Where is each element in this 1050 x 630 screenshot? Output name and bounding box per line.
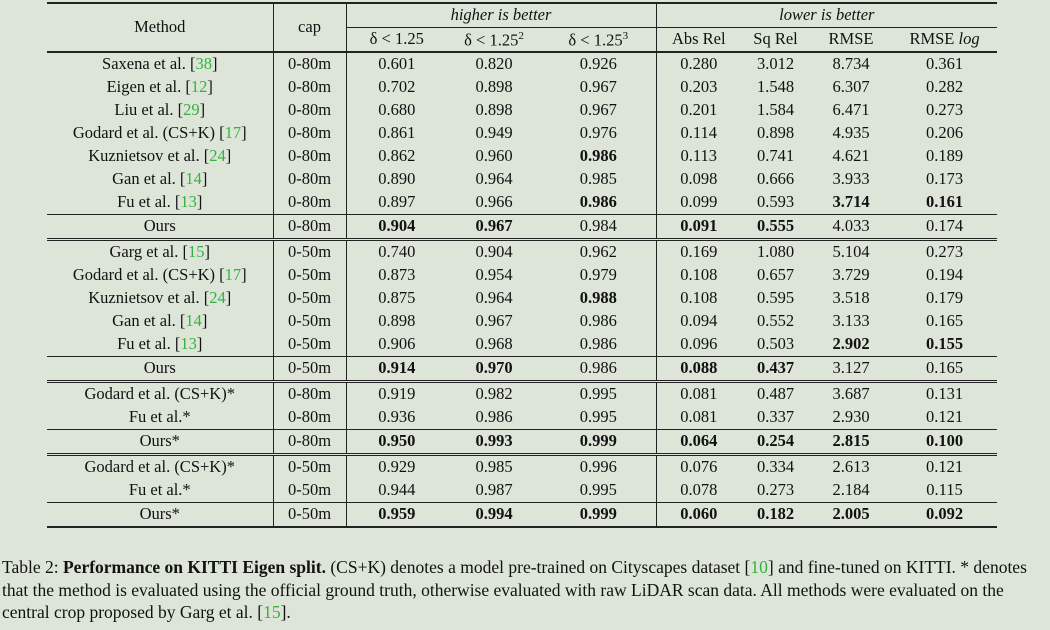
value-cell: 3.133	[832, 311, 870, 331]
citation-link[interactable]: 13	[180, 192, 197, 212]
value-cell: 0.919	[346, 382, 447, 407]
value-cell: 0.666	[756, 169, 795, 189]
value-cell: 0.334	[741, 455, 810, 480]
value-cell: 6.471	[832, 100, 870, 120]
method-cell: Ours	[47, 215, 273, 240]
value-cell: 3.714	[832, 192, 870, 212]
value-cell: 0.206	[925, 123, 964, 143]
value-cell: 2.815	[810, 430, 892, 455]
value-cell: 0.503	[756, 334, 795, 354]
value-cell: 0.115	[926, 480, 963, 500]
method-cell: Ours*	[47, 503, 273, 528]
col-header-abs-rel: Abs Rel	[656, 28, 741, 53]
value-cell: 0.098	[656, 168, 741, 191]
cap-cell: 0-50m	[273, 503, 346, 528]
value-cell: 0.906	[346, 333, 447, 357]
value-cell: 0.994	[447, 503, 541, 528]
table-row	[47, 479, 997, 503]
method-cell: Fu et al. [13]	[117, 192, 203, 212]
value-cell: 0.985	[579, 169, 617, 189]
value-cell: 0.165	[925, 311, 964, 331]
value-cell: 0.999	[541, 430, 656, 455]
table-row	[47, 264, 997, 287]
cap-cell: 0-50m	[273, 479, 346, 503]
value-cell: 0.898	[756, 123, 795, 143]
value-cell: 0.926	[579, 54, 617, 74]
value-cell: 0.114	[656, 122, 741, 145]
citation-link[interactable]: 14	[185, 169, 202, 189]
method-cell: Ours	[47, 357, 273, 382]
value-cell: 0.092	[892, 503, 997, 528]
value-cell: 0.203	[656, 76, 741, 99]
table-caption: Table 2: Performance on KITTI Eigen split. (CS+K) denotes a model pre-trained on Cityscapes dataset [10] and fine-tuned on KITTI. * denotes that the method is evaluated using the official ground truth, otherwise evaluated with raw LiDAR scan data. All methods were evaluated on the central crop proposed by Garg et al. [15].	[2, 557, 1027, 622]
value-cell: 3.012	[756, 54, 795, 74]
value-cell: 0.985	[447, 455, 541, 480]
method-cell: Gan et al. [14]	[112, 311, 208, 331]
value-cell: 0.999	[541, 503, 656, 528]
value-cell: 0.121	[892, 455, 997, 480]
method-cell: Gan et al. [14]	[112, 169, 208, 189]
value-cell: 0.165	[892, 357, 997, 382]
citation-link[interactable]: 14	[185, 311, 202, 331]
value-cell: 0.898	[346, 310, 447, 333]
value-cell: 2.902	[832, 334, 870, 354]
method-cell: Godard et al. (CS+K)*	[47, 382, 273, 407]
citation-link[interactable]: 13	[180, 334, 197, 354]
caption-label: Table 2:	[2, 557, 63, 577]
table-row	[47, 382, 997, 407]
citation-link[interactable]: 12	[190, 77, 208, 97]
value-cell: 0.273	[892, 240, 997, 265]
method-cell: Ours*	[47, 430, 273, 455]
citation-link[interactable]: 29	[183, 100, 200, 120]
table-row	[47, 191, 997, 215]
value-cell: 0.113	[656, 145, 741, 168]
value-cell: 0.890	[346, 168, 447, 191]
table-row	[47, 52, 997, 76]
value-cell: 0.194	[925, 265, 964, 285]
method-cell: Godard et al. (CS+K) [17]	[72, 123, 247, 143]
value-cell: 0.094	[656, 310, 741, 333]
value-cell: 0.904	[447, 240, 541, 265]
cap-cell: 0-80m	[273, 430, 346, 455]
value-cell: 3.127	[810, 357, 892, 382]
value-cell: 2.184	[832, 480, 870, 500]
value-cell: 0.174	[892, 215, 997, 240]
table-row-ours	[47, 430, 997, 455]
method-cell: Garg et al. [15]	[47, 240, 273, 265]
cap-cell: 0-80m	[273, 215, 346, 240]
value-cell: 4.033	[810, 215, 892, 240]
value-cell: 2.613	[810, 455, 892, 480]
cap-cell: 0-50m	[273, 264, 346, 287]
citation-link[interactable]: 15	[188, 242, 205, 262]
value-cell: 0.986	[541, 357, 656, 382]
value-cell: 0.161	[925, 192, 964, 212]
value-cell: 4.935	[832, 123, 870, 143]
cap-cell: 0-80m	[273, 406, 346, 430]
method-cell: Fu et al. [13]	[117, 334, 203, 354]
table-row	[47, 240, 997, 265]
cap-cell: 0-80m	[273, 145, 346, 168]
col-header-cap: cap	[273, 3, 346, 52]
value-cell: 0.964	[475, 288, 513, 308]
header-row-groups	[47, 3, 997, 28]
value-cell: 0.929	[346, 455, 447, 480]
value-cell: 0.487	[741, 382, 810, 407]
value-cell: 0.088	[656, 357, 741, 382]
table-row	[47, 406, 997, 430]
value-cell: 0.076	[656, 455, 741, 480]
table-row	[47, 333, 997, 357]
value-cell: 0.169	[656, 240, 741, 265]
value-cell: 0.179	[925, 288, 964, 308]
citation-link[interactable]: 17	[224, 265, 242, 285]
value-cell: 8.734	[832, 54, 870, 74]
table-row	[47, 310, 997, 333]
value-cell: 0.954	[475, 265, 513, 285]
value-cell: 4.621	[832, 146, 870, 166]
method-cell: Godard et al. (CS+K)*	[47, 455, 273, 480]
cap-cell: 0-50m	[273, 310, 346, 333]
value-cell: 0.959	[346, 503, 447, 528]
method-cell: Godard et al. (CS+K) [17]	[72, 265, 247, 285]
value-cell: 0.820	[475, 54, 513, 74]
table-row-ours	[47, 503, 997, 528]
value-cell: 6.307	[832, 77, 870, 97]
value-cell: 0.201	[656, 99, 741, 122]
citation-link[interactable]: 24	[209, 146, 226, 166]
value-cell: 0.986	[579, 311, 617, 331]
value-cell: 0.740	[346, 240, 447, 265]
value-cell: 0.108	[656, 264, 741, 287]
value-cell: 0.702	[346, 76, 447, 99]
cap-cell: 0-80m	[273, 122, 346, 145]
value-cell: 0.944	[346, 479, 447, 503]
value-cell: 0.966	[475, 192, 513, 212]
value-cell: 0.936	[346, 406, 447, 430]
cap-cell: 0-80m	[273, 99, 346, 122]
value-cell: 0.282	[925, 77, 964, 97]
value-cell: 0.988	[579, 288, 617, 308]
value-cell: 0.081	[656, 382, 741, 407]
method-cell: Liu et al. [29]	[114, 100, 206, 120]
value-cell: 0.861	[346, 122, 447, 145]
table-row	[47, 455, 997, 480]
value-cell: 0.100	[892, 430, 997, 455]
value-cell: 2.930	[832, 407, 870, 427]
value-cell: 0.155	[925, 334, 964, 354]
value-cell: 0.099	[656, 191, 741, 215]
value-cell: 0.995	[579, 407, 617, 427]
citation-link[interactable]: 17	[224, 123, 242, 143]
value-cell: 0.986	[579, 192, 617, 212]
value-cell: 0.967	[447, 215, 541, 240]
value-cell: 0.964	[475, 169, 513, 189]
value-cell: 0.437	[741, 357, 810, 382]
value-cell: 0.968	[475, 334, 513, 354]
cap-cell: 0-80m	[273, 168, 346, 191]
value-cell: 0.914	[346, 357, 447, 382]
value-cell: 0.189	[925, 146, 964, 166]
value-cell: 0.873	[346, 264, 447, 287]
table-row-ours	[47, 215, 997, 240]
cap-cell: 0-80m	[273, 191, 346, 215]
table-row	[47, 99, 997, 122]
value-cell: 0.986	[475, 407, 513, 427]
col-header-delta2: $\delta < 1.25^2$	[447, 28, 541, 53]
value-cell: 0.986	[579, 146, 617, 166]
value-cell: 0.078	[656, 479, 741, 503]
table-row	[47, 168, 997, 191]
value-cell: 0.984	[541, 215, 656, 240]
col-header-method: Method	[47, 3, 273, 52]
value-cell: 0.081	[656, 406, 741, 430]
cap-cell: 0-50m	[273, 357, 346, 382]
value-cell: 2.005	[810, 503, 892, 528]
method-cell: Kuznietsov et al. [24]	[88, 288, 232, 308]
value-cell: 0.995	[541, 382, 656, 407]
value-cell: 0.273	[756, 480, 795, 500]
method-cell: Fu et al.*	[128, 480, 191, 500]
citation-link[interactable]: 24	[209, 288, 226, 308]
value-cell: 0.060	[656, 503, 741, 528]
value-cell: 0.680	[346, 99, 447, 122]
value-cell: 3.933	[832, 169, 870, 189]
col-header-rmse-log: RMSE log	[892, 28, 997, 53]
value-cell: 0.987	[475, 480, 513, 500]
value-cell: 0.862	[346, 145, 447, 168]
value-cell: 0.182	[741, 503, 810, 528]
value-cell: 0.993	[447, 430, 541, 455]
citation-link[interactable]: 15	[263, 602, 281, 622]
value-cell: 0.552	[756, 311, 795, 331]
value-cell: 3.729	[832, 265, 870, 285]
value-cell: 0.131	[892, 382, 997, 407]
value-cell: 0.976	[579, 123, 617, 143]
value-cell: 0.897	[346, 191, 447, 215]
table-row-ours	[47, 357, 997, 382]
method-cell: Kuznietsov et al. [24]	[88, 146, 232, 166]
results-table	[47, 2, 997, 528]
value-cell: 0.967	[475, 311, 513, 331]
cap-cell: 0-80m	[273, 76, 346, 99]
table-row	[47, 76, 997, 99]
value-cell: 0.967	[579, 100, 617, 120]
citation-link[interactable]: 10	[750, 557, 768, 577]
value-cell: 0.982	[447, 382, 541, 407]
value-cell: 1.584	[756, 100, 795, 120]
value-cell: 0.996	[541, 455, 656, 480]
caption-title: Performance on KITTI Eigen split.	[62, 557, 326, 577]
value-cell: 0.657	[756, 265, 795, 285]
col-header-sq-rel: Sq Rel	[741, 28, 810, 53]
cap-cell: 0-50m	[273, 287, 346, 310]
value-cell: 0.967	[579, 77, 617, 97]
value-cell: 0.091	[656, 215, 741, 240]
cap-cell: 0-80m	[273, 52, 346, 76]
value-cell: 0.875	[346, 287, 447, 310]
value-cell: 0.064	[656, 430, 741, 455]
col-header-delta1: δ < 1.25	[346, 28, 447, 53]
value-cell: 0.995	[579, 480, 617, 500]
cap-cell: 0-50m	[273, 240, 346, 265]
value-cell: 5.104	[810, 240, 892, 265]
value-cell: 0.173	[925, 169, 964, 189]
value-cell: 0.361	[925, 54, 964, 74]
value-cell: 0.601	[346, 52, 447, 76]
col-header-delta3: $\delta < 1.25^3$	[541, 28, 656, 53]
value-cell: 1.548	[756, 77, 795, 97]
value-cell: 0.962	[541, 240, 656, 265]
value-cell: 0.986	[579, 334, 617, 354]
value-cell: 0.741	[756, 146, 795, 166]
table-row	[47, 145, 997, 168]
value-cell: 3.518	[832, 288, 870, 308]
citation-link[interactable]: 38	[195, 54, 212, 74]
value-cell: 0.337	[756, 407, 795, 427]
method-cell: Saxena et al. [38]	[102, 54, 218, 74]
value-cell: 1.080	[741, 240, 810, 265]
value-cell: 0.960	[475, 146, 513, 166]
value-cell: 0.595	[756, 288, 795, 308]
group-header-lower: lower is better	[656, 3, 997, 28]
value-cell: 0.979	[579, 265, 617, 285]
group-header-higher: higher is better	[346, 3, 656, 28]
value-cell: 0.280	[656, 52, 741, 76]
value-cell: 0.898	[475, 100, 513, 120]
col-header-rmse: RMSE	[810, 28, 892, 53]
table-row	[47, 287, 997, 310]
value-cell: 0.950	[346, 430, 447, 455]
cap-cell: 0-50m	[273, 333, 346, 357]
value-cell: 0.555	[741, 215, 810, 240]
cap-cell: 0-80m	[273, 382, 346, 407]
table-row	[47, 122, 997, 145]
value-cell: 0.254	[741, 430, 810, 455]
cap-cell: 0-50m	[273, 455, 346, 480]
value-cell: 0.121	[925, 407, 964, 427]
value-cell: 0.970	[447, 357, 541, 382]
value-cell: 3.687	[810, 382, 892, 407]
method-cell: Eigen et al. [12]	[106, 77, 213, 97]
value-cell: 0.593	[756, 192, 795, 212]
method-cell: Fu et al.*	[128, 407, 191, 427]
value-cell: 0.273	[925, 100, 964, 120]
value-cell: 0.949	[475, 123, 513, 143]
value-cell: 0.898	[475, 77, 513, 97]
value-cell: 0.096	[656, 333, 741, 357]
value-cell: 0.904	[346, 215, 447, 240]
value-cell: 0.108	[656, 287, 741, 310]
